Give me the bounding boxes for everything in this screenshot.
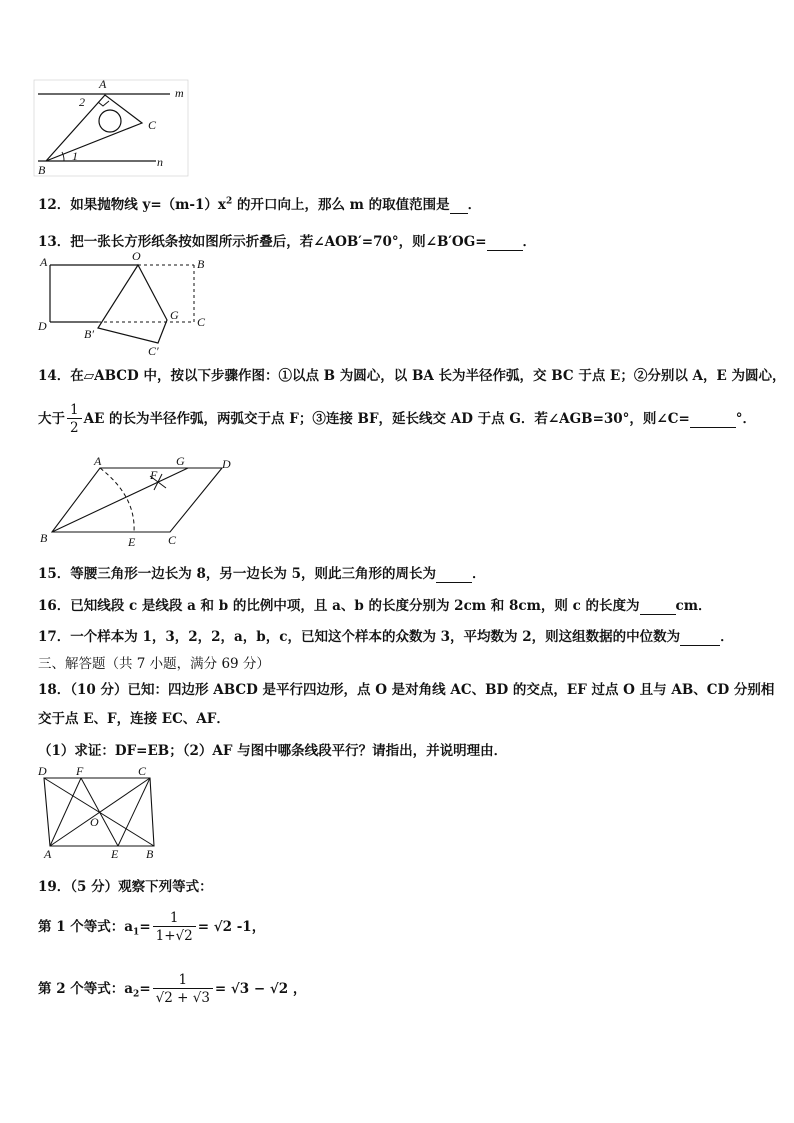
label-D: D — [222, 457, 231, 471]
label-F: F — [76, 764, 84, 778]
figure-parallelogram-diagonals — [34, 762, 164, 862]
label-O: O — [90, 815, 99, 829]
label-E: E — [111, 847, 119, 861]
label-angle-1: 1 — [72, 149, 78, 163]
figure-parallel-lines-triangle — [32, 78, 194, 180]
question-18-line-3: （1）求证：DF=EB；（2）AF 与图中哪条线段平行？请指出，并说明理由． — [38, 743, 508, 759]
fraction-one-half: $\frac{1}{2}$ — [67, 402, 82, 437]
fraction-eq2: $\frac{1}{√2 + √3}$ — [153, 972, 213, 1007]
question-19-equation-2: 第 2 个等式：$a_2=$ $\frac{1}{√2 + √3}$ = √3 − √2 ， — [38, 972, 307, 1006]
fraction-eq1: $\frac{1}{1+√2}$ — [153, 910, 196, 945]
answer-blank-15[interactable] — [436, 566, 472, 583]
label-A: A — [94, 454, 102, 468]
label-n: n — [157, 155, 163, 169]
label-F: F — [150, 468, 158, 482]
label-C: C — [138, 764, 147, 778]
label-C: C — [197, 315, 206, 329]
label-D: D — [38, 764, 47, 778]
label-B: B — [40, 531, 48, 545]
question-18-line-2: 交于点 E、F，连接 EC、AF． — [38, 711, 230, 727]
figure-folded-strip — [34, 250, 220, 360]
answer-blank-13[interactable] — [487, 234, 523, 251]
label-B: B — [146, 847, 154, 861]
label-C: C — [168, 533, 177, 547]
question-12: 12．如果抛物线 $y=(m-1)x^2$ 的开口向上，那么 m 的取值范围是 ． — [38, 196, 482, 213]
label-A: A — [44, 847, 52, 861]
figure-parallelogram-construction — [36, 454, 236, 550]
question-19-equation-1: 第 1 个等式：$a_1=$ $\frac{1}{1+√2}$ = √2 -1， — [38, 910, 266, 944]
question-18-line-1: 18．（10 分）已知：四边形 ABCD 是平行四边形，点 O 是对角线 AC、BD 的交点，EF 过点 O 且与 AB、CD 分别相 — [38, 682, 775, 698]
question-14-line-2: 大于 $\frac{1}{2}$ AE 的长为半径作弧，两弧交于点 F；③连接 BF，延长线交 AD 于点 G．若∠AGB=30°，则∠C= °． — [38, 402, 757, 436]
label-A: A — [40, 255, 48, 269]
label-G: G — [176, 454, 185, 468]
section-heading: 三、解答题（共 7 小题，满分 69 分） — [38, 656, 270, 672]
label-B: B — [38, 163, 46, 177]
answer-blank-16[interactable] — [640, 598, 676, 615]
question-19-intro: 19．（5 分）观察下列等式： — [38, 879, 213, 895]
answer-blank-17[interactable] — [680, 629, 720, 646]
label-angle-2: 2 — [79, 95, 85, 109]
label-G: G — [170, 308, 179, 322]
question-17: 17．一个样本为 1，3，2，2，a，b，c，已知这个样本的众数为 3，平均数为 2，则这组数据的中位数为 ． — [38, 629, 734, 645]
question-13: 13．把一张长方形纸条按如图所示折叠后，若∠AOB′=70°，则∠B′OG= ． — [38, 234, 537, 250]
label-B: B — [197, 257, 205, 271]
label-m: m — [175, 86, 184, 100]
question-15: 15．等腰三角形一边长为 8，另一边长为 5，则此三角形的周长为 ． — [38, 566, 486, 582]
label-D: D — [38, 319, 47, 333]
question-14-line-1: 14．在▱ABCD 中，按以下步骤作图：①以点 B 为圆心，以 BA 长为半径作弧，交 BC 于点 E；②分别以 A，E 为圆心， — [38, 368, 786, 384]
label-C: C — [148, 118, 157, 132]
label-B-prime: B′ — [84, 327, 94, 341]
label-E: E — [128, 535, 136, 549]
question-16: 16．已知线段 c 是线段 a 和 b 的比例中项，且 a、b 的长度分别为 2cm 和 8cm，则 c 的长度为 cm． — [38, 598, 712, 614]
label-A: A — [99, 78, 107, 91]
label-O: O — [132, 250, 141, 263]
answer-blank-12[interactable] — [450, 197, 468, 214]
label-C-prime: C′ — [148, 344, 159, 358]
answer-blank-14[interactable] — [690, 411, 736, 428]
